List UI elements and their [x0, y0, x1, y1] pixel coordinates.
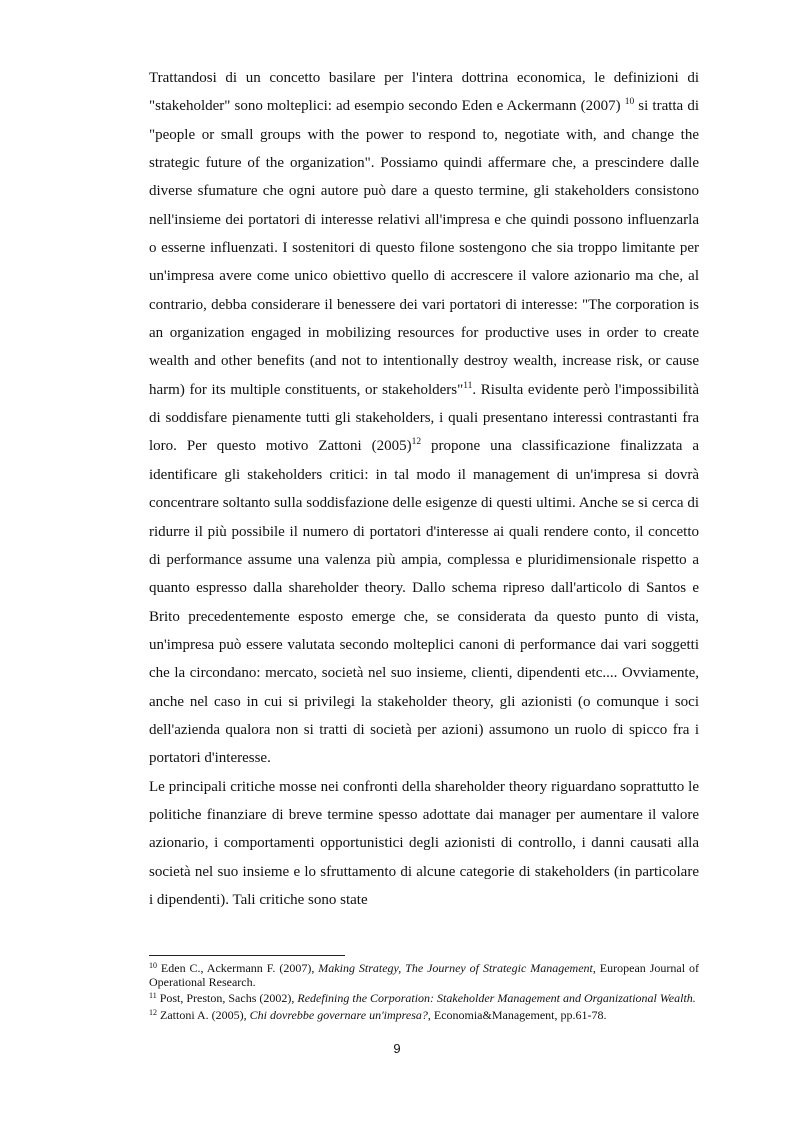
paragraph-1: [149, 64, 699, 773]
body-text: [149, 64, 699, 914]
footnote-text: Eden C., Ackermann F. (2007),: [157, 961, 319, 975]
footnote-12: [149, 1008, 699, 1022]
footnote-separator: [149, 955, 345, 956]
footnote-title: Making Strategy, The Journey of Strategic Management: [318, 961, 593, 975]
page-number: 9: [393, 1041, 401, 1056]
footnote-11: [149, 991, 699, 1005]
page-body: [149, 64, 699, 914]
footnote-text: Post, Preston, Sachs (2002),: [156, 991, 298, 1006]
paragraph-1-part-a: Trattandosi di un concetto basilare per l'intera dottrina economica, le definizioni di "stakeholder" sono molteplici: ad esempio secondo Eden e Ackermann (2007): [149, 70, 699, 115]
paragraph-2: Le principali critiche mosse nei confronti della shareholder theory riguardano soprattutto le politiche finanziare di breve termine spesso adottate dai manager per aumentare il valore azionario, i comportamenti opportunistici degli azionisti di controllo, i danni causati alla società nel suo insieme e lo sfruttamento di alcune categorie di stakeholders (in particolare i dipendenti). Tali critiche sono state: [149, 778, 699, 908]
footnote-10: [149, 961, 699, 989]
paragraph-1-part-c: . Risulta evidente però l'impossibilità di soddisfare pienamente tutti gli stakeholders, i quali presentano interessi contrastanti fra loro. Per questo motivo Zattoni (2005): [149, 381, 700, 455]
footnote-number: 10: [149, 961, 157, 970]
footnote-title: Redefining the Corporation: Stakeholder Management and Organizational Wealth.: [297, 991, 696, 1006]
footnote-title: Chi dovrebbe governare un'impresa?: [249, 1007, 428, 1022]
footnote-number: 11: [149, 991, 157, 1001]
footnote-ref-10[interactable]: 10: [624, 97, 635, 108]
footnote-text: , European Journal of Operational Research.: [149, 961, 699, 990]
footnote-text: , Economia&Management, pp.61-78.: [427, 1007, 607, 1022]
footnote-ref-12[interactable]: 12: [411, 437, 422, 448]
footnote-number: 12: [149, 1007, 157, 1017]
footnote-ref-11[interactable]: 11: [463, 380, 473, 391]
footnotes: [149, 961, 699, 1024]
paragraph-1-part-d: propone una classificazione finalizzata a identificare gli stakeholders critici: in tal modo il management di un'impresa si dovrà concentrare soltanto sulla soddisfazione delle esigenze di questi ultimi. Anche se si cerca di ridurre il più possibile il numero di portatori d'interesse ai quali rendere conto, il concetto di performance assume una valenza più ampia, complessa e pluridimensionale rispetto a quanto espresso dalla shareholder theory. Dallo schema ripreso dall'articolo di Santos e Brito precedentemente esposto emerge che, se considerata da questo punto di vista, un'impresa può essere valutata secondo molteplici canoni di performance dai vari soggetti che la circondano: mercato, società nel suo insieme, clienti, dipendenti etc.... Ovviamente, anche nel caso in cui si privilegi la stakeholder theory, gli azionisti (o comunque i soci dell'azienda qualora non si tratti di società per azioni) assumono un ruolo di spicco fra i portatori d'interesse.: [149, 438, 699, 767]
footnote-text: Zattoni A. (2005),: [157, 1007, 250, 1022]
paragraph-1-part-b: si tratta di "people or small groups with the power to respond to, negotiate with, and change the strategic future of the organization". Possiamo quindi affermare che, a prescindere dalle diverse sfumature che ogni autore può dare a questo termine, gli stakeholders consistono nell'insieme dei portatori di interesse relativi all'impresa e che quindi possono influenzarla o esserne influenzati. I sostenitori di questo filone sostengono che sia troppo limitante per un'impresa avere come unico obiettivo quello di accrescere il valore azionario ma che, al contrario, debba considerare il benessere dei vari portatori di interesse: "The corporation is an organization engaged in mobilizing resources for productive uses in order to create wealth and other benefits (and not to intentionally destroy wealth, increase risk, or cause harm) for its multiple constituents, or stakeholders": [149, 98, 699, 398]
